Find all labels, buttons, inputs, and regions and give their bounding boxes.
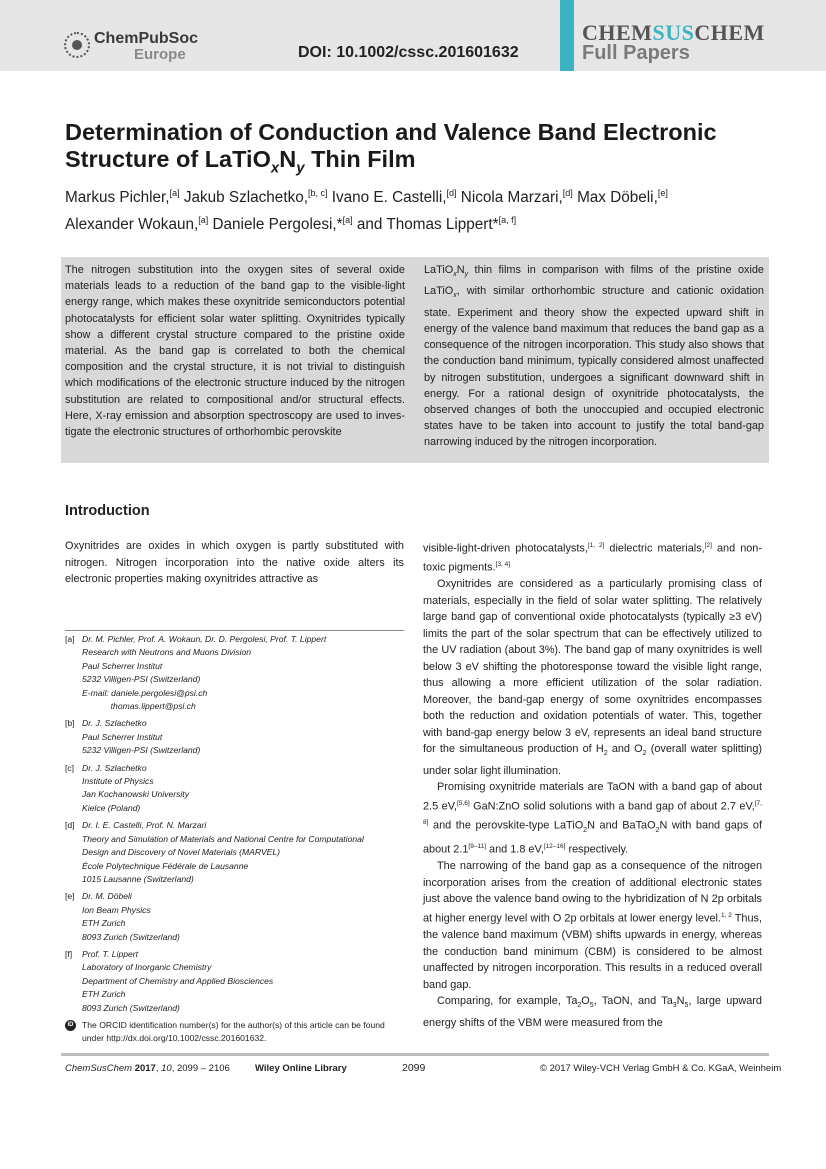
author-affiliation: [b, c] (307, 188, 328, 198)
publisher-name: ChemPubSoc (94, 30, 199, 47)
author-affiliation: [a] (342, 215, 353, 226)
citation: [7, 8] (423, 799, 762, 827)
footnote-line: Research with Neutrons and Muons Division (82, 647, 252, 658)
author-name: Nicola Marzari, (460, 189, 563, 207)
orcid-icon: iD (65, 1020, 76, 1031)
affiliation-footnotes (65, 633, 404, 1046)
footnote-line: Ion Beam Physics (82, 904, 151, 915)
affiliation-footnote (65, 819, 404, 886)
intro-paragraph: visible-light-driven photocatalysts,[1, 2] dielectric materials,[2] and non-toxic pigments.[3, 4] (423, 542, 762, 574)
footnote-line: thomas.lippert@psi.ch (82, 701, 196, 712)
citation: [1, 2] (587, 542, 605, 549)
intro-paragraph: The narrowing of the band gap as a consequence of the nitrogen incorporation arises from the creation of additional electronic states just above the valence band owing to the hybridization of N 2p orbitals at higher energy level with O 2p orbitals at lower energy level.$^{1, 2}$ Thus, the valence band maximum (VBM) shifts upwards in energy, whereas the conduction band minimum (CBM) is considered to be almost unaffected by nitrogen incorporation. This results in a reduced overall band gap. (423, 860, 763, 991)
footnote-line: Design and Discovery of Novel Materials (MARVEL) (82, 847, 281, 858)
footnote-line: 5232 Villigen-PSI (Switzerland) (82, 745, 201, 756)
footnote-line: Dr. I. E. Castelli, Prof. N. Marzari (82, 820, 207, 831)
footnote-line: Kielce (Poland) (82, 802, 141, 813)
citation: [12–16] (543, 843, 566, 851)
abstract-subscript: x (453, 292, 457, 300)
footnote-line: 5232 Villigen-PSI (Switzerland) (82, 674, 201, 685)
citation: 1, 2 (720, 911, 732, 919)
footer-citation: ChemSusChem 2017, 10, 2099 – 2106 (65, 1063, 230, 1074)
footnote-line: E-mail: daniele.pergolesi@psi.ch (82, 687, 208, 698)
footer-copyright: © 2017 Wiley-VCH Verlag GmbH & Co. KGaA, Weinheim (540, 1063, 782, 1074)
footnote-label: [d] (65, 820, 75, 831)
title-text: Determination of Conduction and Valence Band Electronic Structure of LaTiO (65, 119, 717, 172)
affiliation-footnote (65, 717, 404, 757)
footer-year: 2017 (134, 1063, 156, 1074)
journal-accent-bar (560, 0, 574, 71)
footnote-divider (65, 630, 404, 631)
footnote-line: ETH Zurich (82, 989, 126, 1000)
intro-paragraph: Oxynitrides are considered as a particularly promising class of materials, especially in the field of solar water splitting. The relatively large band gap of conventional oxide photocatalysts (typically ≥3 eV) limits the part of the solar spectrum that can be effectively utilized to the UV radiation (about 3%). The band gap of many oxynitrides is well below 3 eV shifting the photoresponse toward the visible light range, thus allowing a more efficient utilization of the solar radiation. Moreover, the band-gap energy of some oxynitrides encompasses both the reduction and oxidation potentials of water. This, together with band-gap energy below 3 eV, represents an ideal band structure for the simultaneous production of $H_2$ and $O_2$ (overall water splitting) under solar light illumination. (423, 578, 762, 777)
footnote-line: Theory and Simulation of Materials and National Centre for Computational (82, 833, 364, 844)
footnote-label: [c] (65, 762, 75, 773)
author-affiliation: [d] (562, 188, 573, 198)
footnote-line: Dr. M. Pichler, Prof. A. Wokaun, Dr. D. Pergolesi, Prof. T. Lippert (82, 634, 327, 644)
citation: [2] (704, 542, 712, 549)
title-suffix: Thin Film (304, 146, 416, 172)
author-affiliation: [a] (169, 188, 180, 198)
footnote-line: Laboratory of Inorganic Chemistry (82, 962, 212, 973)
author-affiliation: [d] (446, 188, 457, 198)
intro-paragraph: Comparing, for example, $Ta_2O_5$, TaON, and $Ta_3N_5$, large upward energy shifts of the VBM were measured from the (423, 995, 762, 1029)
article-doi: DOI: 10.1002/cssc.201601632 (298, 44, 519, 61)
journal-name-part2: SUS (652, 20, 695, 45)
author-list (65, 182, 785, 236)
footnote-line: Department of Chemistry and Applied Biosciences (82, 975, 274, 986)
author-name: Jakub Szlachetko, (183, 189, 308, 207)
abstract-subscript: y (464, 271, 469, 279)
author-name: Ivano E. Castelli, (331, 189, 447, 207)
article-title (65, 119, 785, 182)
author-name: Max Döbeli, (577, 189, 658, 207)
abstract-right-column (424, 262, 764, 451)
footnote-line: ETH Zurich (82, 918, 126, 929)
section-heading-introduction: Introduction (65, 503, 150, 519)
footer-journal: ChemSusChem (65, 1063, 133, 1074)
abstract-text: LaTiO (424, 264, 454, 276)
journal-name-part3: CHEM (694, 20, 765, 45)
abstract-text: N (456, 264, 465, 276)
citation: [5,6] (456, 799, 470, 807)
footnote-label: [e] (65, 891, 75, 902)
abstract-left-column: The nitrogen substitution into the oxygen sites of several oxide materials leads to a reduction of the band gap to the visible-light energy range, which makes these oxynitride semiconductors potential photocatalysts for efficient solar water splitting. Oxynitrides typically show a different crystal structure compared to the pristine oxide material. As the band gap is correlated to both the chemical composition and the crystal structure, it is not trivial to distinguish which modifications of the electronic structure induced by the nitrogen substitution are related to compositional and/or structural effects. Here, X-ray emission and absorption spectroscopy are used to investigate the electronic structures of orthorhombic perovskite (65, 264, 405, 439)
footnote-line: École Polytechnique Fédérale de Lausanne (82, 860, 249, 871)
footnote-line: Paul Scherrer Institut (82, 731, 163, 742)
intro-paragraph: Promising oxynitride materials are TaON with a band gap of about 2.5 eV,[5,6] GaN:ZnO solid solutions with a band gap of about 2.7 eV,[7, 8] and the perovskite-type LaTiO$_2$N and BaTaO$_2$N with band gaps of about 2.1[9–11] and 1.8 eV,[12–16] respectively. (423, 781, 762, 856)
footer-divider (61, 1053, 769, 1056)
author-affiliation: [a, f] (498, 215, 517, 226)
intro-paragraph: Oxynitrides are oxides in which oxygen is partly substituted with nitrogen. Nitrogen incorporation into the native oxide alters its electronic properties making oxynitrides attractive as (65, 540, 404, 585)
footnote-line: Jan Kochanowski University (82, 789, 189, 800)
footnote-line: Paul Scherrer Institut (82, 660, 163, 671)
footnote-label: [f] (65, 948, 73, 959)
footnote-line: Dr. J. Szlachetko (82, 762, 147, 773)
intro-right-column (423, 538, 762, 1031)
article-section: Full Papers (582, 42, 690, 64)
footnote-line: Institute of Physics (82, 776, 154, 787)
citation: [3, 4] (495, 561, 511, 569)
footer-pages: , 2099 – 2106 (171, 1063, 230, 1074)
author-name: Daniele Pergolesi,* (212, 216, 343, 234)
footer-library-link[interactable]: Wiley Online Library (255, 1063, 347, 1074)
page-number: 2099 (402, 1062, 426, 1074)
orcid-note (65, 1019, 404, 1046)
publisher-region: Europe (134, 46, 186, 63)
orcid-text: The ORCID identification number(s) for the author(s) of this article can be found under http://dx.doi.org/10.1002/cssc.201601632. (82, 1019, 385, 1044)
title-nitrogen: N (279, 146, 297, 172)
author-affiliation: [e] (657, 188, 668, 198)
affiliation-footnote (65, 890, 404, 944)
author-affiliation: [a] (198, 215, 209, 226)
footnote-line: 8093 Zurich (Switzerland) (82, 1002, 180, 1013)
author-name: Markus Pichler, (65, 189, 170, 207)
affiliation-footnote (65, 633, 404, 713)
affiliation-footnote (65, 762, 404, 816)
footnote-line: 1015 Lausanne (Switzerland) (82, 873, 194, 884)
footnote-line: Prof. T. Lippert (82, 948, 139, 959)
author-name: Alexander Wokaun, (65, 216, 199, 234)
footnote-label: [a] (65, 634, 75, 644)
citation: [9–11] (468, 843, 487, 851)
footer-volume: 10 (161, 1063, 172, 1074)
footnote-label: [b] (65, 718, 75, 729)
abstract-text: thin films in comparison with films of the pristine oxide LaTiO (424, 264, 764, 298)
publisher-logo-icon (64, 32, 90, 58)
journal-name-part1: CHEM (582, 20, 653, 45)
title-subscript-x: x (270, 159, 280, 177)
author-name: and Thomas Lippert* (356, 216, 499, 234)
footnote-line: Dr. J. Szlachetko (82, 718, 147, 729)
affiliation-footnote (65, 948, 404, 1015)
abstract-subscript: x (453, 271, 457, 279)
intro-left-column (65, 538, 404, 588)
footnote-line: 8093 Zurich (Switzerland) (82, 931, 180, 942)
title-subscript-y: y (296, 159, 305, 177)
abstract-text: , with similar orthorhombic structure and cationic oxidation state. Experiment and theory show the expected upward shift in energy of the valence band maximum that reduces the band gap as a consequence of the nitrogen incorporation. This study also shows that the conduction band minimum, typically considered almost unaffected by nitrogen substitution, undergoes a significant downward shift in energy. For a rational design of oxynitride photocatalysts, the observed changes of both the unoccupied and occupied electronic states have to be taken into account to justify the total band-gap narrowing induced by the nitrogen incorporation. (424, 285, 764, 449)
footnote-line: Dr. M. Döbeli (82, 891, 132, 902)
